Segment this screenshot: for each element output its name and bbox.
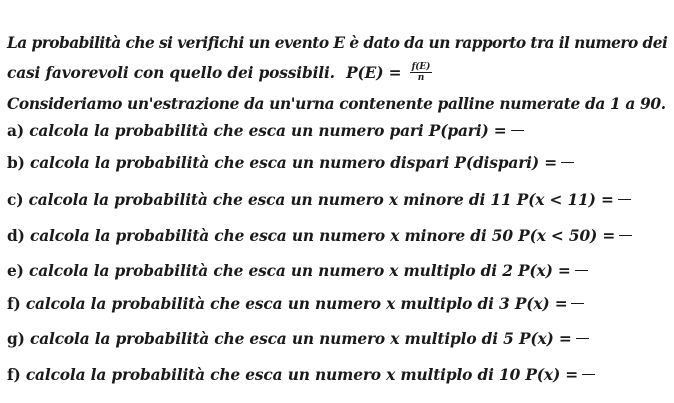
- answer-blank: [511, 130, 524, 131]
- question-expr: P(x < 11) =: [516, 191, 614, 209]
- question-text: calcola la probabilità che esca un numero x multiplo di 10: [25, 366, 521, 384]
- question-text: calcola la probabilità che esca un numero x multiplo di 3: [25, 295, 510, 313]
- question-expr: P(x < 50) =: [518, 227, 616, 245]
- question-e: [7, 261, 588, 281]
- question-text: calcola la probabilità che esca un numero pari: [29, 122, 424, 140]
- question-label: c): [7, 191, 24, 209]
- answer-blank: [619, 235, 632, 236]
- question-label: b): [7, 154, 25, 172]
- answer-blank: [561, 162, 574, 163]
- question-label: a): [7, 122, 24, 140]
- question-expr: P(dispari) =: [454, 154, 557, 172]
- question-text: calcola la probabilità che esca un numero dispari: [29, 154, 450, 172]
- question-label: d): [7, 227, 25, 245]
- question-label: e): [7, 262, 24, 280]
- intro-line-1: [7, 33, 667, 53]
- question-label: g): [7, 330, 25, 348]
- question-g: [7, 329, 589, 349]
- answer-blank: [571, 303, 584, 304]
- question-expr: P(x) =: [518, 330, 572, 348]
- formula-denominator: n: [417, 72, 425, 83]
- question-text: calcola la probabilità che esca un numero x minore di 11: [28, 191, 512, 209]
- question-c: [7, 190, 631, 210]
- question-f: [7, 294, 584, 314]
- answer-blank: [582, 374, 595, 375]
- question-expr: P(x) =: [514, 295, 568, 313]
- formula-lhs: P(E) =: [346, 64, 402, 82]
- answer-blank: [575, 270, 588, 271]
- question-text: calcola la probabilità che esca un numero x minore di 50: [29, 227, 513, 245]
- formula-fraction: [410, 62, 433, 83]
- question-expr: P(pari) =: [428, 122, 507, 140]
- question-h: [7, 365, 595, 385]
- intro-text-3: Consideriamo un'estrazione da un'urna contenente palline numerate da 1 a 90.: [7, 95, 666, 113]
- answer-blank: [576, 338, 589, 339]
- intro-text-2: casi favorevoli con quello dei possibili.: [7, 64, 335, 82]
- answer-blank: [618, 199, 631, 200]
- question-text: calcola la probabilità che esca un numero x multiplo di 5: [29, 330, 514, 348]
- question-a: [7, 121, 524, 141]
- intro-line-3: [7, 94, 666, 114]
- question-label: f): [7, 295, 21, 313]
- question-b: [7, 153, 574, 173]
- question-d: [7, 226, 632, 246]
- intro-line-2: [7, 63, 432, 85]
- question-expr: P(x) =: [517, 262, 571, 280]
- question-label: f): [7, 366, 21, 384]
- formula-numerator: f(E): [411, 61, 431, 72]
- question-text: calcola la probabilità che esca un numero x multiplo di 2: [29, 262, 513, 280]
- question-expr: P(x) =: [525, 366, 579, 384]
- intro-text-1: La probabilità che si verifichi un evento E è dato da un rapporto tra il numero dei: [7, 34, 668, 52]
